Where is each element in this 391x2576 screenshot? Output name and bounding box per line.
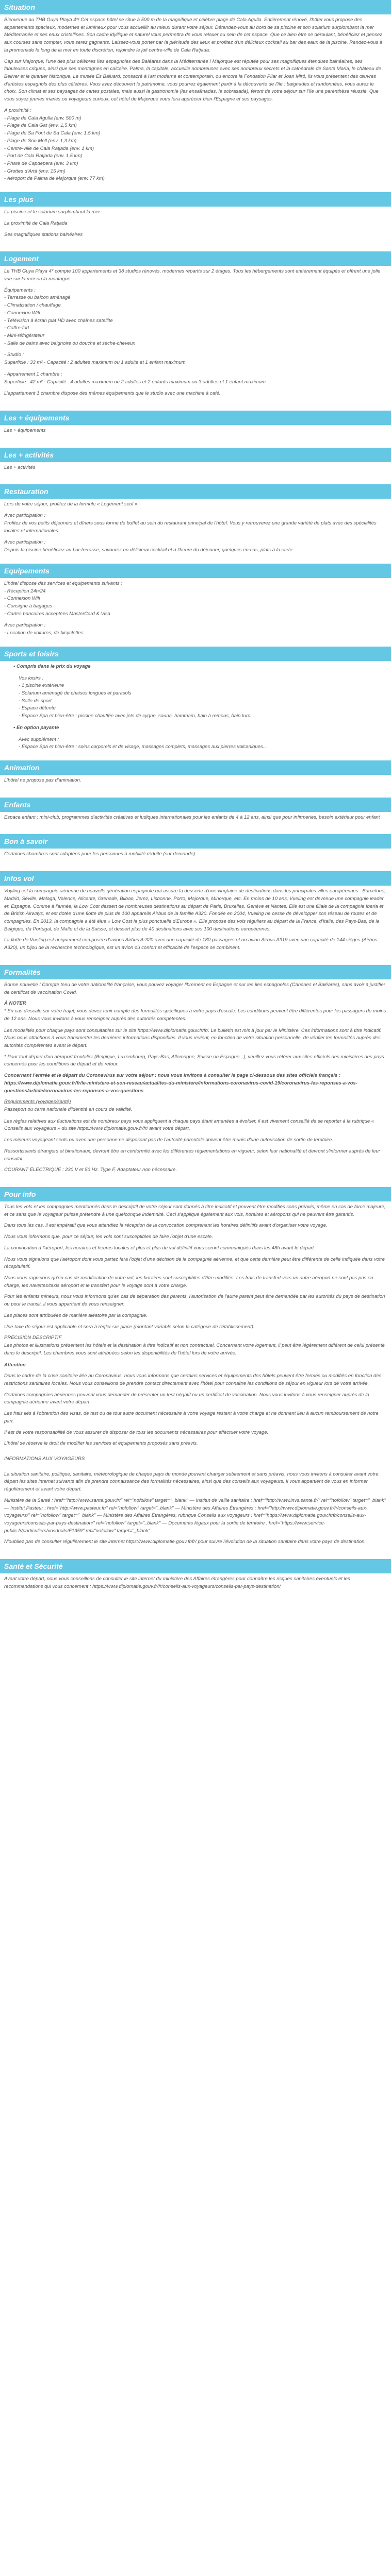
section-title-situation: Situation (0, 0, 391, 14)
section-title-bon-a-savoir: Bon à savoir (0, 834, 391, 849)
sub-title: Vos loisirs : (19, 675, 44, 681)
pour-info-p17: L'hôtel se réserve le droit de modifier les services et équipements proposés sans préavis. (4, 1440, 198, 1447)
pour-info-p5: Nous vous signalons que l'aéroport dont vous partez fera l'objet d'une décision de la compagnie aérienne, et que cette dernière peut être différente de celle indiquée dans votre récapitulatif. (4, 1256, 385, 1270)
pour-info-p13: Dans le cadre de la crise sanitaire liée au Coronavirus, nous vous informons que certains services et équipements des hôtels peuvent être fermés ou modifiés en fonction des restrictions sanitaires locales. Nous vous conseillons de prendre contact directement avec l'hôtel pour connaître les conditions de séjour en vigueur lors de votre arrivée. (4, 1373, 382, 1386)
bon-a-savoir-text: Certaines chambres sont adaptées pour les personnes à mobilité réduite (sur demande). (4, 851, 197, 857)
formalites-p10: COURANT ÉLECTRIQUE : 230 V et 50 Hz. Type F, Adaptateur non nécessaire. (4, 1167, 177, 1173)
animation-text: L'hôtel ne propose pas d'animation. (4, 777, 82, 783)
section-title-restauration: Restauration (0, 484, 391, 499)
enfants-text: Espace enfant : mini-club, programmes d'activités créatives et ludiques internationales pour les enfants de 4 à 12 ans, ainsi que pour infirmeries, besoin extérieur pour enfant (4, 814, 380, 820)
situation-intro: Bienvenue au THB Guya Playa 4*! Cet espace hôtel se situe à 500 m de la magnifique et célèbre plage de Cala Agulla. Entièrement rénové, l'hôtel vous propose des appartements spacieux, modernes et lumineux pour vous accueillir au mieux durant votre séjour. Détendez-vous au bord de sa piscine et son solarium surplombant la mer Méditerranée et ses eaux cristallines. Son cadre idyllique et naturel vous permettra de vous relaxer au sein de cet espace. Que ce bien être se déroulant, bénéficiez et pensez aux courses sans compter, vous serez gagnants. Laissez-vous porter par la plénitude des lieux et profitez d'un délicieux cocktail au bar des eaux de la piscine. Rendez-vous à la promenade le long de la mer en toute discrétion, rejoindre le joli centre-ville de Cala Ratjada. (4, 17, 383, 53)
situation-p2: Cap sur Majorque, l'une des plus célèbres îles espagnoles des Baléares dans la Méditerranée ! Majorque est réputée pour ses magnifiques étendues balnéaires, ses fabuleuses criques, ainsi que ses montagnes en calcaire. Palma, la capitale, accueille nombreuses avec ses nombreux secrets et la cathédrale de Santa Maria, le château de Bellver et le quartier historique. Le musée Es Baluard, consacré à l'art moderne et contemporain, ou encore la Fondation Pilar et Joan Miró, ils vous présentent des œuvres d'artistes espagnols des plus célèbres. Vous avez découvert le patrimoine, vous pourrez également partir à la découverte de l'île : baignades et randonnées, vous aurez le choix. Son climat et ses paysages de cartes postales, mais aussi la gastronomie (les ensaïmadas, le sobrasada), feront de votre séjour sur l'île une parenthèse réussie. Que vous soyez jeunes mariés ou voyageurs curieux, cet hôtel de Majorque vous fera apprécier bien l'Espagne et ses paysages. (4, 58, 381, 103)
list-item: - Climatisation / chauffage (4, 302, 61, 309)
plus-equipements-text: Les + équipements (4, 428, 46, 434)
section-title-animation: Animation (0, 760, 391, 775)
section-infos-vol (0, 886, 391, 960)
list-item: - Plage de Cala Agulla (env. 500 m) (4, 115, 82, 121)
section-restauration (0, 499, 391, 558)
list-item: Ses magnifiques stations balnéaires (4, 231, 83, 238)
pour-info-p15: Les frais liés à l'obtention des visas, de test ou de tout autre document nécessaire à votre voyage restent à votre charge et ne donnent lieu à aucun remboursement de notre part. (4, 1411, 379, 1424)
pour-info-p3: Nous vous informons que, pour ce séjour, les vols sont susceptibles de faire l'objet d'une escale. (4, 1234, 213, 1240)
equip-title: Équipements : (4, 287, 36, 293)
bullet-included: • Compris dans le prix du voyage (13, 663, 91, 669)
list-item: - Connexion Wifi (4, 310, 40, 316)
formalites-p4: * Pour tout départ d'un aéroport frontalier (Belgique, Luxembourg, Pays-Bas, Allemagne, Suisse ou Espagne...), veuillez vous référer aux sites officiels des ministères des pays concernés pour les conditions de départ et de retour. (4, 1054, 384, 1067)
restauration-label: Avec participation : (4, 513, 46, 519)
list-item: - Mini-réfrigérateur (4, 333, 45, 338)
pour-info-p8: Les places sont attribuées de manière aléatoire par la compagnie. (4, 1312, 148, 1318)
section-bon-a-savoir (0, 849, 391, 866)
list-item: - 1 piscine extérieure (19, 683, 64, 689)
list-item: - Solarium aménagé de chaises longues et parasols (19, 690, 132, 696)
list-item: - Aéroport de Palma de Majorque (env. 77 km) (4, 176, 105, 182)
pour-info-p10: PRÉCISION DESCRIPTIF (4, 1335, 62, 1341)
restauration-p1: Lors de votre séjour, profitez de la formule « Logement seul ». (4, 501, 139, 507)
pour-info-p19: La situation sanitaire, politique, sanitaire, météorologique de chaque pays du monde pouvant changer subitement et sans préavis, nous vous invitons à consulter avant votre départ les sites internet suivants afin de prendre connaissance des formalités nécessaires, ainsi que des conseils aux voyageurs. Il vous appartient de vous en informer régulièrement et avant votre départ. (4, 1471, 379, 1493)
section-sante (0, 1573, 391, 1598)
bullet-option: • En option payante (13, 724, 59, 731)
restauration-label: Avec participation : (4, 539, 46, 546)
pour-info-p11: Les photos et illustrations présentent les hôtels et la destination à titre indicatif et non contractuel. Concernant votre logement, il peut être légèrement différent de celui présenté dans le descriptif. Les chambres vous sont attribuées selon les disponibilités de l'hôtel lors de votre arrivée. (4, 1343, 385, 1356)
list-item: - Connexion Wifi (4, 596, 40, 602)
formalites-p9: Ressortissants étrangers et binationaux, devront être en conformité avec les différentes réglementations en vigueur, selon leur nationalité et devront s'informer auprès de leur consulat. (4, 1148, 380, 1162)
restauration-p3: Depuis la piscine bénéficiez au bar-terrasse, savourez un délicieux cocktail et à l'heure du déjeuner, quelques en-cas, plats à la carte. (4, 547, 294, 553)
list-item: - Phare de Capdepera (env. 3 km) (4, 160, 78, 166)
list-item: - Consigne à bagages (4, 603, 52, 609)
list-item: - Salle de sport (19, 698, 52, 704)
restauration-p2: Profitez de vos petits déjeuners et dîners sous forme de buffet au sein du restaurant principal de l'hôtel. Vous y retrouverez une grande variété de plats avec des spécialités locales et internationales. (4, 520, 377, 534)
list-item: - Centre-ville de Cala Ratjada (env. 1 km) (4, 145, 94, 151)
list-item: - Cartes bancaires acceptées MasterCard & Visa (4, 611, 110, 617)
section-situation (0, 14, 391, 187)
formalites-p1: Bonne nouvelle ! Compte tenu de votre nationalité française, vous pouvez voyager librement en Espagne et sur les îles espagnoles (Canaries et Baléares), sans avoir à justifier de certificat de vaccination Covid. (4, 981, 385, 995)
section-equipements (0, 578, 391, 641)
distance-list (4, 107, 387, 183)
list-item: - Espace Spa et bien-être : piscine chauffée avec jets de cygne, sauna, hammam, bain à remous, bain turc... (19, 713, 254, 719)
appt-label: - Appartement 1 chambre : (4, 371, 62, 377)
pour-info-p6: Nous vous rappelons qu'en cas de modification de votre vol, les horaires sont susceptibles d'être modifiés. Les frais de transfert vers un autre aéroport ne sont pas pris en charge, les navettes/taxis aéroport et le transfert pour le voyage sont à votre charge. (4, 1275, 373, 1289)
formalites-note-label: À NOTER (4, 1001, 26, 1007)
plus-activites-text: Les + activités (4, 464, 36, 470)
formalites-p8: Les mineurs voyageant seuls ou avec une personne ne disposant pas de l'autorité parentale doivent être munis d'une autorisation de sortie de territoire. (4, 1137, 333, 1143)
requirements-link[interactable]: Requirements (voyages/santé) (4, 1099, 71, 1105)
section-plus-activites (0, 462, 391, 480)
logement-intro: Le THB Guya Playa 4* compte 100 appartements et 38 studios rénovés, modernes répartis sur 2 étages. Tous les hébergements sont entièrement équipés et offrent une jolie vue sur la mer ou la montagne. (4, 268, 381, 282)
section-plus (0, 207, 391, 246)
pour-info-p1: Tous les vols et les compagnies mentionnés dans le descriptif de votre séjour sont donnés à titre indicatif et peuvent être modifiés sans préavis, même en cas de force majeure, et ce sans que le voyageur puisse prétendre à une quelconque indemnité. Ceci s'applique également aux vols, horaires et aéroports qui ne peuvent être garantis. (4, 1204, 386, 1217)
equipements-label: Avec participation : (4, 622, 46, 629)
formalites-p6: Passeport ou carte nationale d'identité en cours de validité. (4, 1106, 133, 1112)
infos-vol-p2: La flotte de Vueling est uniquement composée d'avions Airbus A-320 avec une capacité de 180 passagers et un avion Airbus A319 avec une capacité de 144 sièges (Airbus A320), un bijou de la recherche technologique, est un avion où confort et efficacité de l'espace se combinent. (4, 937, 378, 951)
appt-details: Superficie : 42 m² - Capacité : 4 adultes maximum ou 2 adultes et 2 enfants maximum ou 3 adultes et 1 enfant maximum (4, 379, 266, 385)
list-item: - Coffre-fort (4, 325, 29, 331)
section-title-plus: Les plus (0, 192, 391, 207)
section-title-plus-equipements: Les + équipements (0, 411, 391, 425)
section-pour-info (0, 1201, 391, 1554)
formalites-p2: * En cas d'escale sur votre trajet, vous devez tenir compte des formalités spécifiques à votre pays d'escale. Les conditions peuvent être différentes pour les passagers de moins de 12 ans. Nous vous invitons à vous renseigner auprès des autorités compétentes. (4, 1008, 386, 1022)
section-sports (0, 661, 391, 755)
pour-info-p21: N'oubliez pas de consulter régulièrement le site internet https://www.diplomatie.gouv.fr/fr/ pour suivre l'évolution de la situation sanitaire dans votre pays de destination. (4, 1539, 366, 1545)
pour-info-p7: Pour les enfants mineurs, nous vous informons qu'en cas de séparation des parents, l'autorisation de l'autre parent peut être demandée par les autorités du pays de destination ou pour le transit, il vous appartient de vous renseigner. (4, 1294, 385, 1308)
pour-info-attention: Attention (4, 1362, 26, 1368)
list-item: - Télévision à écran plat HD avec chaînes satellite (4, 317, 113, 324)
list-item: - Port de Cala Ratjada (env. 1,5 km) (4, 153, 83, 159)
pour-info-p4: La convocation à l'aéroport, les horaires et heures locales et plus et plus de vol définitif vous seront communiqués dans les 48h avant le départ. (4, 1245, 315, 1251)
section-title-enfants: Enfants (0, 798, 391, 812)
pour-info-p14: Certaines compagnies aériennes peuvent vous demander de présenter un test négatif ou un certificat de vaccination. Nous vous invitons à vous renseigner auprès de la compagnie aérienne avant votre départ. (4, 1392, 369, 1405)
list-item: - Terrasse ou balcon aménagé (4, 295, 71, 301)
list-item: - Espace Spa et bien-être : soins corporels et de visage, massages complets, massages aux pierres volcaniques... (19, 744, 267, 750)
section-plus-equipements (0, 425, 391, 443)
appt-note: L'appartement 1 chambre dispose des mêmes équipements que le studio avec une machine à café. (4, 391, 221, 397)
studio-label: - Studio : (4, 352, 24, 358)
formalites-p3: Les modalités pour chaque pays sont consultables sur le site https://www.diplomatie.gouv.fr/fr/. Le bulletin est mis à jour par le Ministère. Ces informations sont à titre indicatif. Nous nous attachons à vous transmettre les dernières informations disponibles. Il vous revient, en fonction de votre situation personnelle, de vérifier les formalités auprès des autorités compétentes avant le départ. (4, 1027, 382, 1048)
list-item: - Réception 24h/24 (4, 588, 46, 594)
section-formalites (0, 979, 391, 1182)
pour-info-p18: INFORMATIONS AUX VOYAGEURS (4, 1455, 85, 1462)
pour-info-p16: Il est de votre responsabilité de vous assurer de disposer de tous les documents nécessaires pour effectuer votre voyage. (4, 1429, 269, 1435)
infos-vol-p1: Voyling est la compagnie aérienne de nouvelle génération espagnole qui assure la desserte d'une vingtaine de destinations dans les principales villes européennes : Barcelone, Madrid, Séville, Malaga, Valence, Alicante, Grenade, Bilbao, Jerez, Lisbonne, Porto, Majorque, Minorque, etc. En moins de 10 ans, Vueling est devenue une compagnie leader en Espagne. Comme à l'année, la Low Cost dessert de nombreuses destinations au départ de Paris, Bruxelles, Genève et Nantes. Elle est une filiale de la compagnie Iberia et de British Airways, et est dotée d'une flotte de plus de 100 appareils Airbus de la famille A320. Fondée en 2004, Vueling ne cesse de développer son réseau de routes et de compagnies. En 2013, la compagnie a été élue « Low Cost la plus ponctuelle d'Europe ». Elle propose des vols réguliers au départ de la France, d'Italie, des Pays-Bas, de la Belgique, du Portugal, de Malte et de la Suisse, et dessert plus de 40 destinations avec ses 100 destinations européennes. (4, 888, 386, 932)
sante-text: Avant votre départ, nous vous conseillons de consulter le site internet du ministère des Affaires étrangères pour connaître les risques sanitaires éventuels et les recommandations qui vous concernent : https://www.diplomatie.gouv.fr/fr/conseils-aux-voyageurs/conseils-par-pays-destination/ (4, 1576, 350, 1589)
section-title-formalites: Formalités (0, 965, 391, 979)
section-title-sports: Sports et loisirs (0, 647, 391, 661)
list-item: - Espace détente (19, 705, 56, 711)
section-title-logement: Logement (0, 251, 391, 266)
section-title-infos-vol: Infos vol (0, 871, 391, 886)
section-animation (0, 775, 391, 792)
bullet-included-label: Compris dans le prix du voyage (16, 663, 91, 669)
equipment-list (4, 287, 387, 348)
formalites-p5[interactable]: Concernant l'entrée et le départ du Coronavirus sur votre séjour : nous vous invitons à consulter la page ci-dessous des sites officiels français : https://www.diplomatie.gouv.fr/fr/le-ministere-et-son-reseau/actualites-du-ministere/informations-coronavirus-covid-19/coronavirus-les-reponses-a-vos-questions/article/coronavirus-les-reponses-a-vos-questions (4, 1073, 357, 1094)
list-item: - Plage de Sa Font de Sa Cala (env. 1,5 km) (4, 130, 101, 137)
list-item: - Salle de bains avec baignoire ou douche et sèche-cheveux (4, 340, 136, 346)
list-item: - Location de voitures, de bicyclettes (4, 630, 84, 636)
list-item: La piscine et le solarium surplombant la mer (4, 209, 100, 215)
list-item: - Plage de Cala Gat (env. 1,5 km) (4, 123, 77, 129)
studio-details: Superficie : 33 m² - Capacité : 2 adultes maximum ou 1 adulte et 1 enfant maximum (4, 360, 186, 366)
section-title-equipements: Equipements (0, 564, 391, 578)
list-item: - Plage de Son Moll (env. 1,3 km) (4, 138, 77, 144)
pour-info-p20: Ministère de la Santé : href="http://www.sante.gouv.fr/" rel="nofollow" target="_blank" — Institut de veille sanitaire : href="http://www.invs.sante.fr/" rel="nofollow" target="_blank" — Institut Pasteur : href="http://www.pasteur.fr/" rel="nofollow" target="_blank" — Ministère des Affaires Étrangères : href="http://www.diplomatie.gouv.fr/fr/conseils-aux-voyageurs/" rel="nofollow" target="_blank" — Ministère des Affaires Étrangères, rubrique Conseils aux voyageurs : href="https://www.diplomatie.gouv.fr/fr/conseils-aux-voyageurs/conseils-par-pays-destination/" rel="nofollow" target="_blank" — Documents légaux pour la sortie de territoire : href="https://www.service-public.fr/particuliers/vosdroits/F1359" rel="nofollow" target="_blank" (4, 1497, 386, 1534)
list-item: La proximité de Cala Ratjada (4, 220, 68, 226)
section-title-plus-activites: Les + activités (0, 448, 391, 462)
list-item: - Grottes d'Artà (env. 15 km) (4, 168, 66, 174)
list-item: L'hôtel dispose des services et équipements suivants : (4, 580, 122, 586)
bullet-option-label: En option payante (16, 724, 59, 731)
section-logement (0, 266, 391, 405)
formalites-p7: Les règles relatives aux fluctuations est de nombreux pays vous appliquent à chaque pays étant amenées à évoluer, il est vivement conseillé de se reporter à la rubrique « Conseils aux voyageurs » du site https://www.diplomatie.gouv.fr/fr/ avant votre départ. (4, 1118, 374, 1132)
section-title-sante: Santé et Sécurité (0, 1559, 391, 1573)
section-title-pour-info: Pour info (0, 1187, 391, 1201)
pour-info-p9: Une taxe de séjour est applicable et sera à régler sur place (montant variable selon la catégorie de l'établissement). (4, 1324, 255, 1330)
section-enfants (0, 812, 391, 829)
pour-info-p2: Dans tous les cas, il est impératif que vous attendiez la réception de la convocation comprenant les horaires définitifs avant d'organiser votre voyage. (4, 1223, 328, 1229)
opt-title: Avec supplément : (19, 736, 59, 742)
distance-title: À proximité : (4, 107, 31, 113)
